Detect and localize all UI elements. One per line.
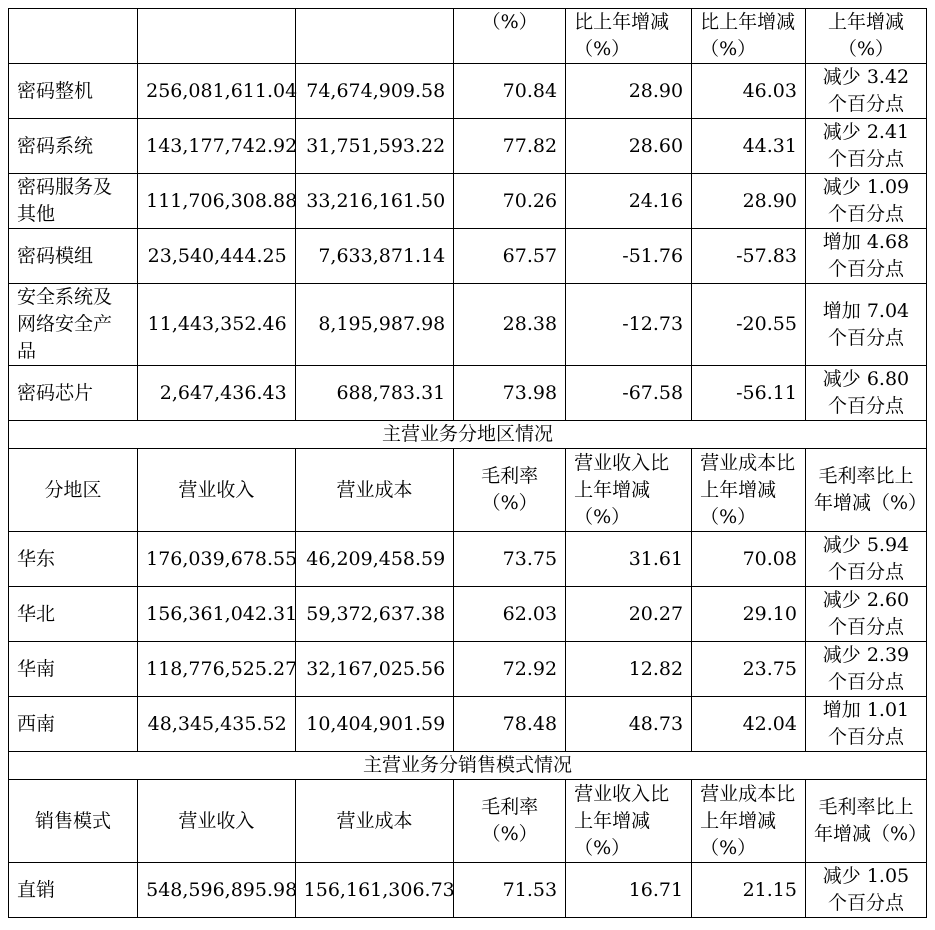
sales-header-margin-change: 毛利率比上年增减（%） bbox=[805, 780, 926, 863]
product-revenue: 143,177,742.92 bbox=[138, 119, 296, 174]
product-row bbox=[9, 366, 927, 421]
product-cost-change: -56.11 bbox=[692, 366, 806, 421]
region-revenue: 176,039,678.55 bbox=[138, 532, 296, 587]
region-margin-change: 减少 2.60 个百分点 bbox=[805, 587, 926, 642]
region-cost-change: 23.75 bbox=[692, 642, 806, 697]
product-cost-change: -20.55 bbox=[692, 284, 806, 366]
region-rev-change: 31.61 bbox=[566, 532, 692, 587]
sales-header-rev-change: 营业收入比上年增减（%） bbox=[566, 780, 692, 863]
product-name: 安全系统及网络安全产品 bbox=[9, 284, 138, 366]
top-header-cell-empty-3 bbox=[295, 9, 454, 64]
sales-margin-change: 减少 1.05 个百分点 bbox=[805, 863, 926, 918]
product-rev-change: -51.76 bbox=[566, 229, 692, 284]
region-header-revenue: 营业收入 bbox=[138, 449, 296, 532]
region-name: 西南 bbox=[9, 697, 138, 752]
region-margin: 73.75 bbox=[454, 532, 566, 587]
sales-cost-change: 21.15 bbox=[692, 863, 806, 918]
product-margin-change: 减少 3.42 个百分点 bbox=[805, 64, 926, 119]
region-revenue: 156,361,042.31 bbox=[138, 587, 296, 642]
product-name: 密码整机 bbox=[9, 64, 138, 119]
sales-margin: 71.53 bbox=[454, 863, 566, 918]
sales-header-cost-change: 营业成本比上年增减（%） bbox=[692, 780, 806, 863]
region-row bbox=[9, 642, 927, 697]
region-name: 华北 bbox=[9, 587, 138, 642]
region-section-title: 主营业务分地区情况 bbox=[9, 421, 927, 449]
region-revenue: 118,776,525.27 bbox=[138, 642, 296, 697]
product-revenue: 111,706,308.88 bbox=[138, 174, 296, 229]
top-header-margin-change: 上年增减（%） bbox=[805, 9, 926, 64]
top-header-row bbox=[9, 9, 927, 64]
product-row bbox=[9, 174, 927, 229]
top-header-margin: （%） bbox=[454, 9, 566, 64]
region-cost-change: 70.08 bbox=[692, 532, 806, 587]
product-cost: 7,633,871.14 bbox=[295, 229, 454, 284]
region-header-dimension: 分地区 bbox=[9, 449, 138, 532]
product-revenue: 2,647,436.43 bbox=[138, 366, 296, 421]
sales-header-row bbox=[9, 780, 927, 863]
region-header-cost-change: 营业成本比上年增减（%） bbox=[692, 449, 806, 532]
product-revenue: 256,081,611.04 bbox=[138, 64, 296, 119]
sales-cost: 156,161,306.73 bbox=[295, 863, 454, 918]
product-row bbox=[9, 64, 927, 119]
product-margin-change: 减少 6.80 个百分点 bbox=[805, 366, 926, 421]
region-cost-change: 29.10 bbox=[692, 587, 806, 642]
region-rev-change: 48.73 bbox=[566, 697, 692, 752]
sales-revenue: 548,596,895.98 bbox=[138, 863, 296, 918]
sales-header-cost: 营业成本 bbox=[295, 780, 454, 863]
product-cost-change: 46.03 bbox=[692, 64, 806, 119]
region-row bbox=[9, 697, 927, 752]
region-margin-change: 减少 5.94 个百分点 bbox=[805, 532, 926, 587]
product-cost-change: -57.83 bbox=[692, 229, 806, 284]
product-margin-change: 增加 7.04 个百分点 bbox=[805, 284, 926, 366]
sales-name: 直销 bbox=[9, 863, 138, 918]
region-margin: 62.03 bbox=[454, 587, 566, 642]
product-revenue: 23,540,444.25 bbox=[138, 229, 296, 284]
financial-table bbox=[8, 8, 927, 918]
region-cost: 10,404,901.59 bbox=[295, 697, 454, 752]
region-revenue: 48,345,435.52 bbox=[138, 697, 296, 752]
product-margin-change: 减少 2.41 个百分点 bbox=[805, 119, 926, 174]
product-margin: 70.26 bbox=[454, 174, 566, 229]
region-margin: 78.48 bbox=[454, 697, 566, 752]
product-name: 密码系统 bbox=[9, 119, 138, 174]
product-name: 密码服务及其他 bbox=[9, 174, 138, 229]
region-row bbox=[9, 587, 927, 642]
region-cost-change: 42.04 bbox=[692, 697, 806, 752]
product-row bbox=[9, 229, 927, 284]
region-name: 华东 bbox=[9, 532, 138, 587]
region-margin-change: 增加 1.01 个百分点 bbox=[805, 697, 926, 752]
product-row bbox=[9, 119, 927, 174]
product-cost: 31,751,593.22 bbox=[295, 119, 454, 174]
sales-row bbox=[9, 863, 927, 918]
region-name: 华南 bbox=[9, 642, 138, 697]
product-rev-change: 28.60 bbox=[566, 119, 692, 174]
product-rev-change: -12.73 bbox=[566, 284, 692, 366]
top-header-cost-change: 比上年增减（%） bbox=[692, 9, 806, 64]
product-margin: 70.84 bbox=[454, 64, 566, 119]
product-margin: 73.98 bbox=[454, 366, 566, 421]
product-margin: 28.38 bbox=[454, 284, 566, 366]
product-revenue: 11,443,352.46 bbox=[138, 284, 296, 366]
sales-section-title-row bbox=[9, 752, 927, 780]
product-margin-change: 增加 4.68 个百分点 bbox=[805, 229, 926, 284]
product-cost: 8,195,987.98 bbox=[295, 284, 454, 366]
sales-header-dimension: 销售模式 bbox=[9, 780, 138, 863]
region-header-rev-change: 营业收入比上年增减（%） bbox=[566, 449, 692, 532]
region-cost: 32,167,025.56 bbox=[295, 642, 454, 697]
product-name: 密码模组 bbox=[9, 229, 138, 284]
product-row bbox=[9, 284, 927, 366]
product-rev-change: -67.58 bbox=[566, 366, 692, 421]
region-section-title-row bbox=[9, 421, 927, 449]
region-header-cost: 营业成本 bbox=[295, 449, 454, 532]
product-cost-change: 28.90 bbox=[692, 174, 806, 229]
region-rev-change: 20.27 bbox=[566, 587, 692, 642]
region-rev-change: 12.82 bbox=[566, 642, 692, 697]
product-rev-change: 28.90 bbox=[566, 64, 692, 119]
region-header-margin: 毛利率（%） bbox=[454, 449, 566, 532]
top-header-cell-empty-2 bbox=[138, 9, 296, 64]
region-margin: 72.92 bbox=[454, 642, 566, 697]
region-cost: 46,209,458.59 bbox=[295, 532, 454, 587]
product-margin-change: 减少 1.09 个百分点 bbox=[805, 174, 926, 229]
region-header-row bbox=[9, 449, 927, 532]
product-cost: 74,674,909.58 bbox=[295, 64, 454, 119]
product-rev-change: 24.16 bbox=[566, 174, 692, 229]
region-margin-change: 减少 2.39 个百分点 bbox=[805, 642, 926, 697]
sales-rev-change: 16.71 bbox=[566, 863, 692, 918]
product-margin: 67.57 bbox=[454, 229, 566, 284]
product-cost: 33,216,161.50 bbox=[295, 174, 454, 229]
sales-header-revenue: 营业收入 bbox=[138, 780, 296, 863]
product-name: 密码芯片 bbox=[9, 366, 138, 421]
product-cost-change: 44.31 bbox=[692, 119, 806, 174]
top-header-cell-empty-1 bbox=[9, 9, 138, 64]
sales-section-title: 主营业务分销售模式情况 bbox=[9, 752, 927, 780]
product-margin: 77.82 bbox=[454, 119, 566, 174]
region-header-margin-change: 毛利率比上年增减（%） bbox=[805, 449, 926, 532]
sales-header-margin: 毛利率（%） bbox=[454, 780, 566, 863]
region-cost: 59,372,637.38 bbox=[295, 587, 454, 642]
top-header-rev-change: 比上年增减（%） bbox=[566, 9, 692, 64]
region-row bbox=[9, 532, 927, 587]
product-cost: 688,783.31 bbox=[295, 366, 454, 421]
